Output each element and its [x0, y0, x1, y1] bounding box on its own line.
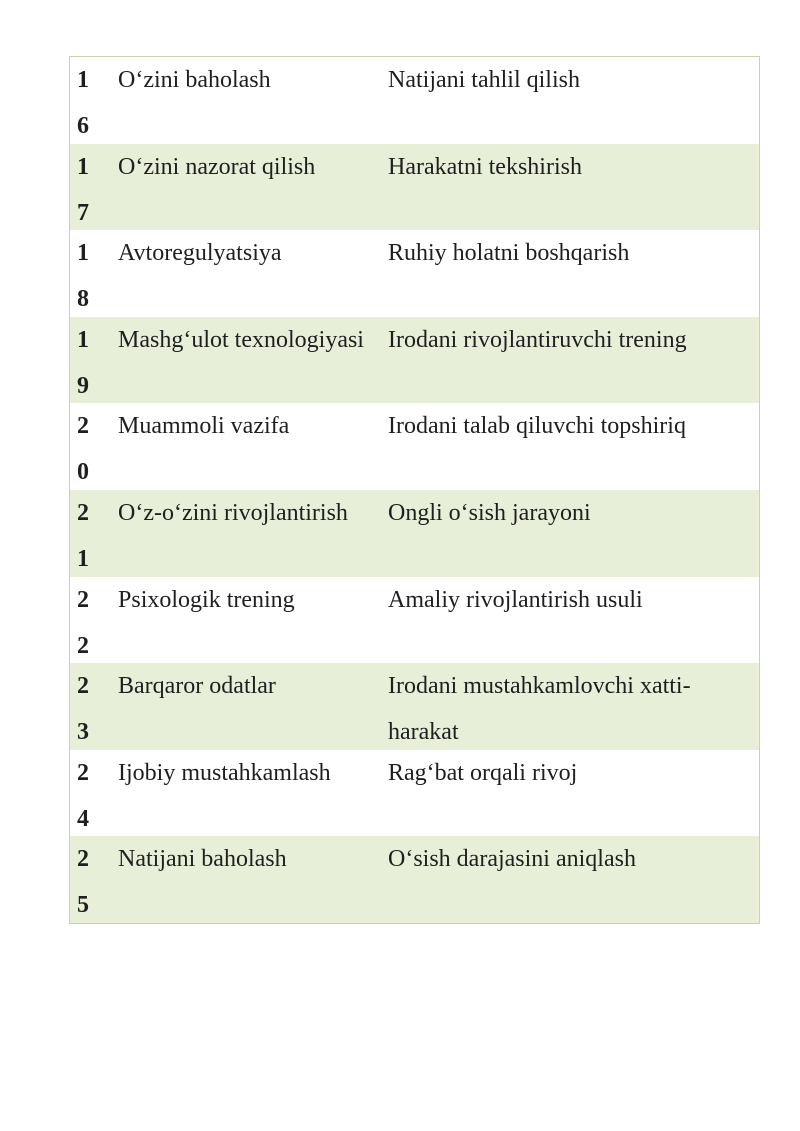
term-cell: Mashg‘ulot texnologiyasi [118, 326, 364, 353]
description-cell: Irodani talab qiluvchi topshiriq [388, 413, 686, 440]
table-row [70, 403, 759, 490]
term-cell: O‘zini nazorat qilish [118, 153, 316, 180]
term-cell: Natijani baholash [118, 846, 287, 873]
table-row [70, 490, 759, 577]
description-cell: Irodani mustahkamlovchi xatti-harakat [388, 673, 691, 746]
description-cell: Ongli o‘sish jarayoni [388, 499, 591, 526]
row-number: 2 0 [77, 413, 89, 486]
table-row [70, 577, 759, 664]
row-number: 2 5 [77, 846, 89, 919]
table-row [70, 663, 759, 750]
table-row [70, 144, 759, 231]
row-number: 2 4 [77, 759, 89, 832]
term-cell: Psixologik trening [118, 586, 295, 613]
table-row [70, 750, 759, 837]
term-cell: Muammoli vazifa [118, 413, 290, 440]
table-row [70, 230, 759, 317]
table-row [70, 57, 759, 144]
term-cell: O‘z-o‘zini rivojlantirish [118, 499, 348, 526]
row-number: 1 9 [77, 326, 89, 399]
row-number: 2 3 [77, 673, 89, 746]
row-number: 1 8 [77, 240, 89, 313]
term-cell: Avtoregulyatsiya [118, 240, 282, 267]
row-number: 1 6 [77, 67, 89, 139]
description-cell: Natijani tahlil qilish [388, 67, 580, 93]
term-cell: O‘zini baholash [118, 67, 271, 93]
description-cell: Amaliy rivojlantirish usuli [388, 586, 643, 613]
term-cell: Barqaror odatlar [118, 673, 276, 700]
table-row [70, 836, 759, 923]
description-cell: Ruhiy holatni boshqarish [388, 240, 630, 267]
table-row [70, 317, 759, 404]
term-cell: Ijobiy mustahkamlash [118, 759, 331, 786]
description-cell: Irodani rivojlantiruvchi trening [388, 326, 687, 353]
description-cell: Harakatni tekshirish [388, 153, 582, 180]
row-number: 2 2 [77, 586, 89, 659]
row-number: 1 7 [77, 153, 89, 226]
description-cell: O‘sish darajasini aniqlash [388, 846, 636, 873]
description-cell: Rag‘bat orqali rivoj [388, 759, 578, 786]
row-number: 2 1 [77, 499, 89, 572]
terms-table [69, 56, 760, 924]
